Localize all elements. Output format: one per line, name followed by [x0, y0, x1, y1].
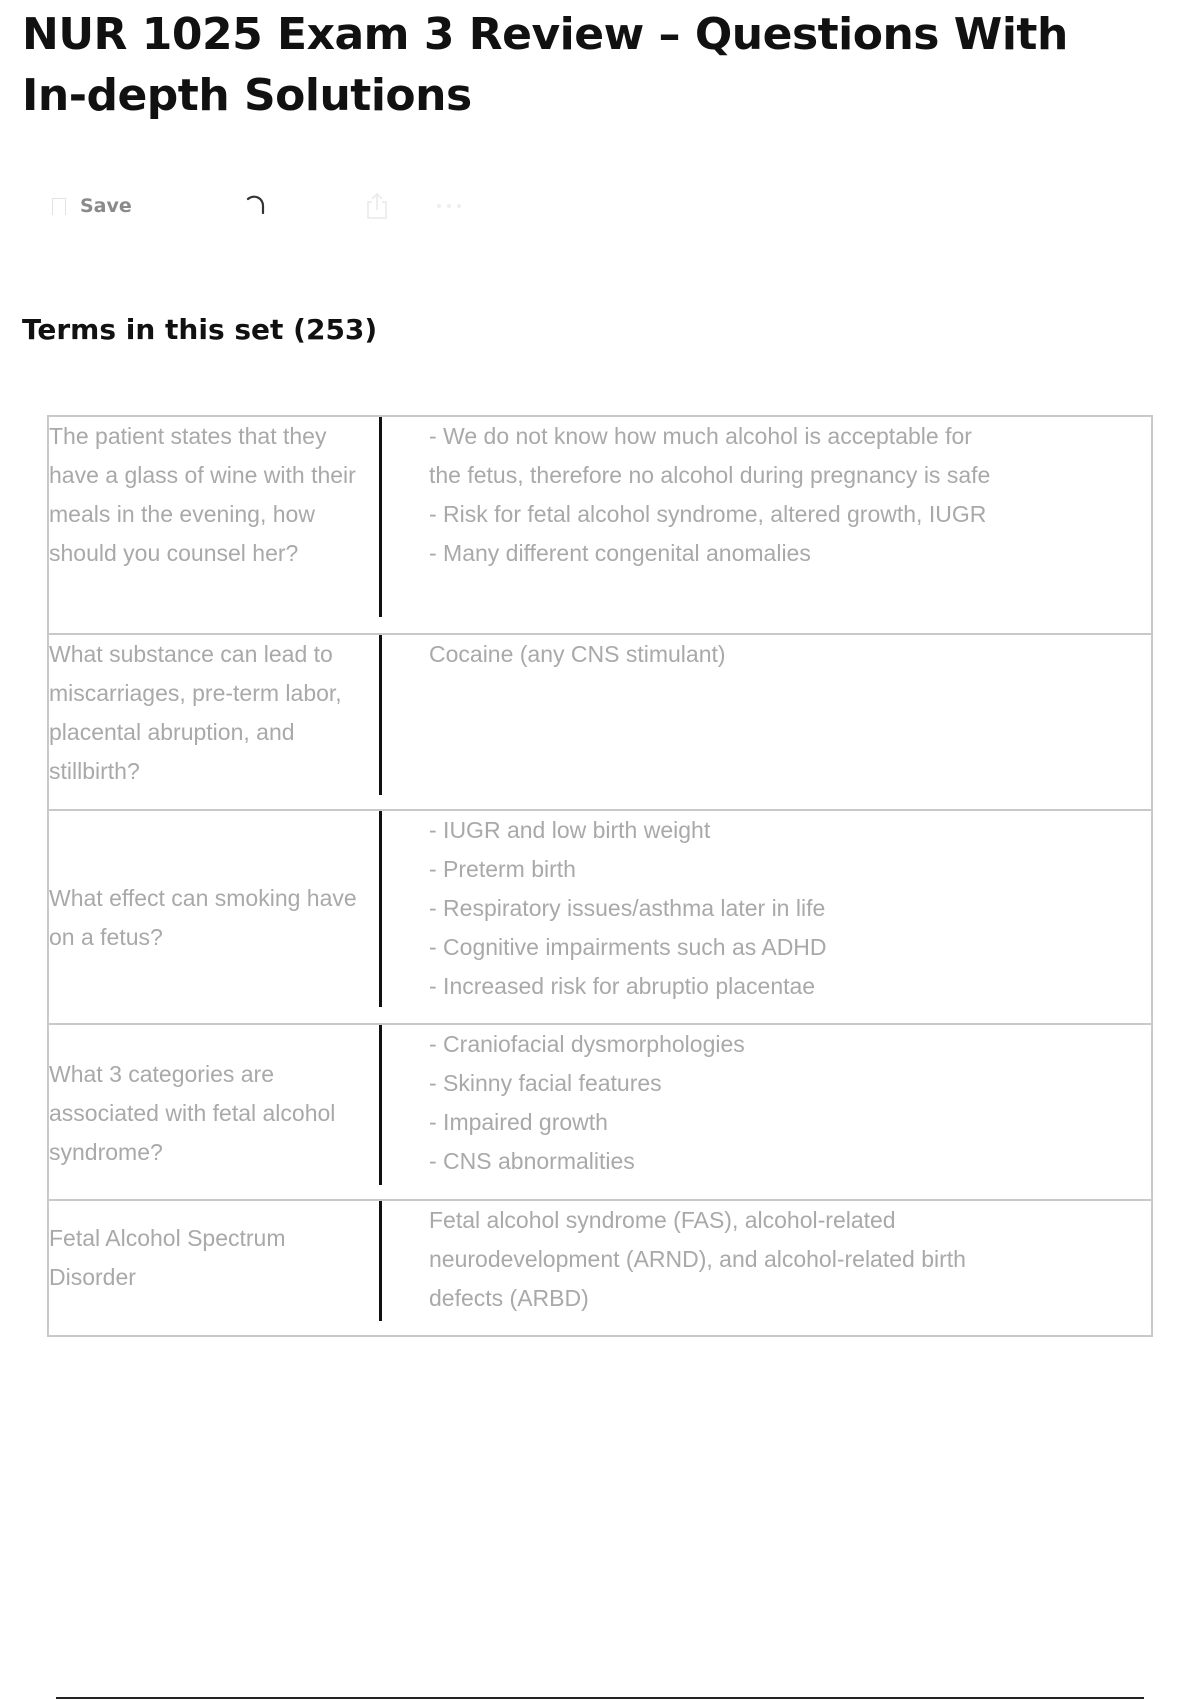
column-divider — [379, 417, 382, 617]
table-row — [49, 417, 1151, 633]
column-divider — [379, 1025, 382, 1185]
table-row — [49, 1199, 1151, 1335]
bookmark-icon — [52, 198, 66, 215]
definition-line: the fetus, therefore no alcohol during pregnancy is safe — [429, 462, 991, 488]
term-text: The patient states that they have a glass of wine with their meals in the evening, how should you counsel her? — [49, 423, 356, 566]
table-row — [49, 1023, 1151, 1199]
definition-line: - Respiratory issues/asthma later in life — [429, 895, 826, 921]
term-text: What effect can smoking have on a fetus? — [49, 885, 357, 950]
definition-line: - Cognitive impairments such as ADHD — [429, 934, 827, 960]
column-divider — [379, 811, 382, 1007]
share-button[interactable] — [364, 190, 390, 222]
terms-heading: Terms in this set (253) — [22, 313, 378, 346]
definition-line: - We do not know how much alcohol is acceptable for — [429, 423, 972, 449]
term-cell — [49, 635, 369, 811]
column-divider — [379, 1201, 382, 1321]
term-text: What substance can lead to miscarriages, pre-term labor, placental abruption, and stillbirth? — [49, 641, 342, 784]
more-options-icon — [434, 201, 464, 211]
table-row — [49, 633, 1151, 809]
definition-line: Cocaine (any CNS stimulant) — [429, 641, 726, 667]
column-divider — [379, 635, 382, 795]
term-text: What 3 categories are associated with fetal alcohol syndrome? — [49, 1060, 336, 1165]
term-cell — [49, 1025, 369, 1201]
loading-spinner-icon — [242, 190, 270, 222]
definition-line: - Preterm birth — [429, 856, 576, 882]
share-icon — [364, 191, 390, 221]
definition-line: Fetal alcohol syndrome (FAS), alcohol-related — [429, 1207, 896, 1233]
term-cell — [49, 811, 369, 1025]
definition-line: - Many different congenital anomalies — [429, 540, 811, 566]
definition-cell — [429, 417, 1129, 573]
definition-line: - Risk for fetal alcohol syndrome, altered growth, IUGR — [429, 501, 987, 527]
definition-cell — [429, 635, 1129, 674]
more-options-button[interactable] — [434, 190, 464, 222]
definition-line: - Impaired growth — [429, 1109, 608, 1135]
definition-line: defects (ARBD) — [429, 1285, 589, 1311]
definition-line: - IUGR and low birth weight — [429, 817, 711, 843]
definition-line: - Increased risk for abruptio placentae — [429, 973, 816, 999]
save-button[interactable] — [52, 190, 132, 222]
term-text: Fetal Alcohol Spectrum Disorder — [49, 1225, 286, 1290]
page-divider — [56, 1697, 1144, 1699]
definition-line: - CNS abnormalities — [429, 1148, 635, 1174]
save-label: Save — [80, 195, 132, 217]
term-cell — [49, 1201, 369, 1337]
definition-cell — [429, 1025, 1129, 1181]
definition-line: - Craniofacial dysmorphologies — [429, 1031, 745, 1057]
definition-line: - Skinny facial features — [429, 1070, 662, 1096]
terms-table — [47, 415, 1153, 1337]
table-row — [49, 809, 1151, 1023]
toolbar — [52, 190, 512, 222]
page-title: NUR 1025 Exam 3 Review – Questions With In-depth Solutions — [22, 9, 1068, 121]
definition-cell — [429, 811, 1129, 1006]
definition-line: neurodevelopment (ARND), and alcohol-related birth — [429, 1246, 966, 1272]
definition-cell — [429, 1201, 1129, 1318]
term-cell — [49, 417, 369, 633]
